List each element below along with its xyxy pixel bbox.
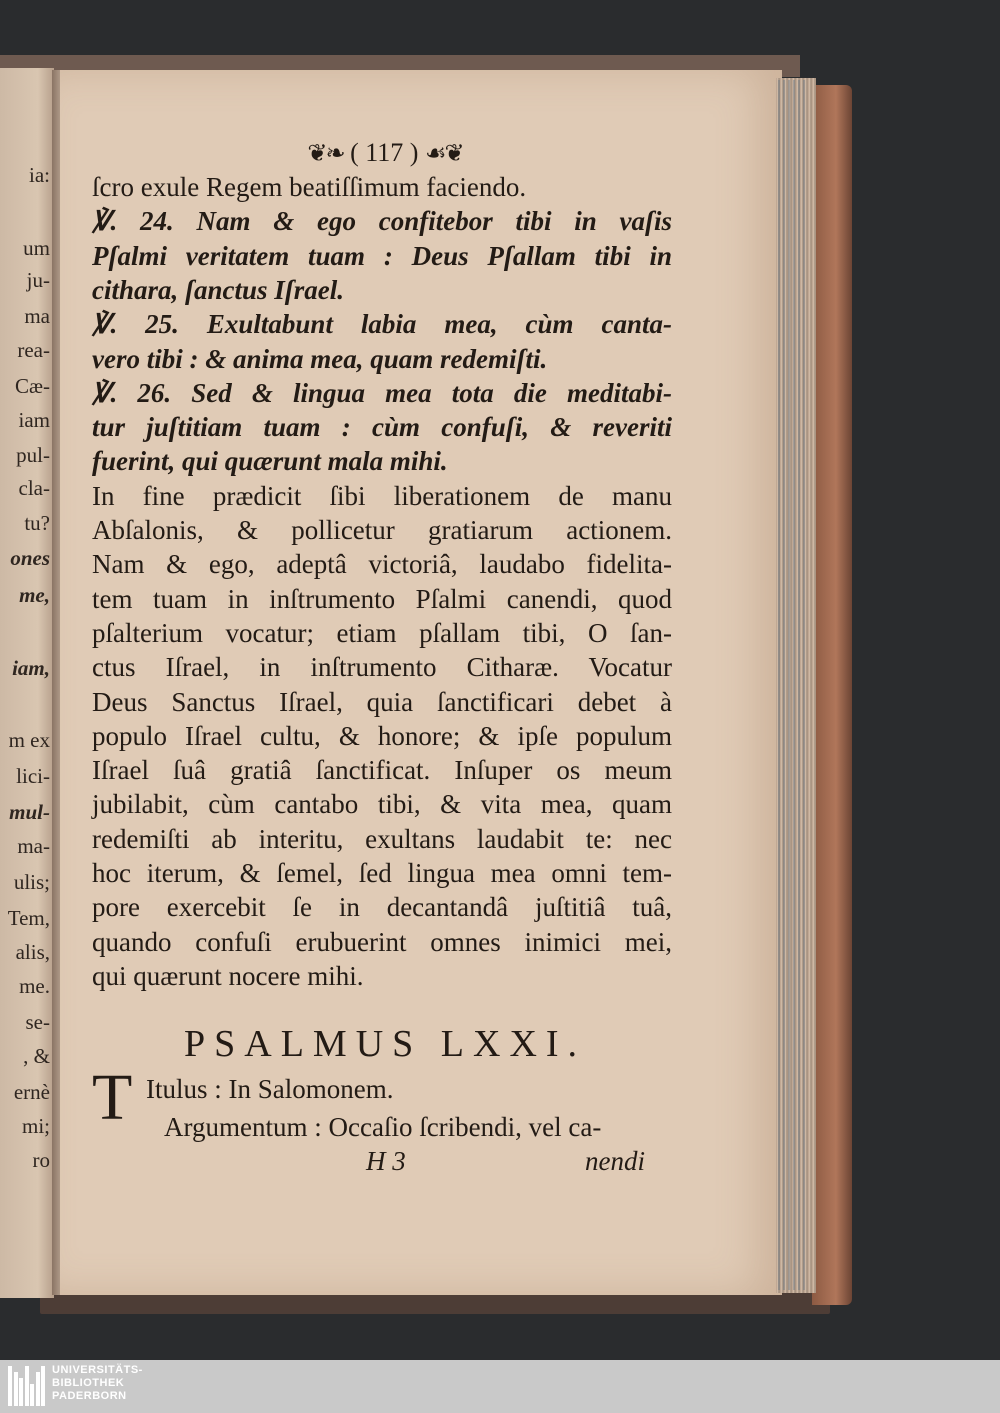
library-logo-icon bbox=[8, 1366, 46, 1406]
page-edges-tint bbox=[778, 80, 808, 1290]
logo-line-3: PADERBORN bbox=[52, 1390, 127, 1402]
text-line: quando confuſi erubuerint omnes inimici mei, bbox=[92, 926, 672, 957]
left-page-fragment: um bbox=[23, 236, 50, 260]
text-line: vero tibi : & anima mea, quam redemiſti. bbox=[92, 343, 548, 374]
left-page-fragment: me. bbox=[19, 974, 50, 998]
left-page-fragment: mi; bbox=[21, 1114, 50, 1138]
left-page-fragment: ro bbox=[32, 1148, 50, 1172]
drop-cap: T bbox=[92, 1061, 133, 1134]
left-page-fragment: se- bbox=[25, 1010, 50, 1034]
book-board bbox=[812, 85, 852, 1305]
ornament-right-icon: ☙❦ bbox=[424, 141, 463, 167]
logo-bar bbox=[14, 1372, 18, 1406]
text-line: Deus Sanctus Iſrael, quia ſanctificari debet à bbox=[92, 686, 672, 717]
left-page-fragment: alis, bbox=[15, 940, 50, 964]
text-line: ℣. 25. Exultabunt labia mea, cùm canta- bbox=[92, 309, 672, 340]
text-line: Pſalmi veritatem tuam : Deus Pſallam tibi in bbox=[92, 240, 672, 271]
logo-bar bbox=[30, 1384, 34, 1406]
text-line: qui quærunt nocere mihi. bbox=[92, 960, 364, 991]
left-page-fragment: ernè bbox=[13, 1080, 50, 1104]
text-line: ſcro exule Regem beatiſſimum faciendo. bbox=[92, 172, 527, 202]
logo-line-1: UNIVERSITÄTS- bbox=[52, 1364, 143, 1376]
text-line: Iſrael ſuâ gratiâ ſanctificat. Inſuper os meum bbox=[92, 755, 672, 786]
left-page-fragment: rea- bbox=[17, 338, 50, 362]
text-line: ℣. 26. Sed & lingua mea tota die meditabi- bbox=[92, 377, 672, 408]
text-line: fuerint, qui quærunt mala mihi. bbox=[92, 446, 448, 477]
logo-bar bbox=[8, 1366, 12, 1406]
text-line: redemiſti ab interitu, exultans laudabit te: nec bbox=[92, 823, 672, 854]
library-logo-text bbox=[52, 1364, 143, 1403]
left-page bbox=[0, 68, 54, 1298]
text-line: ℣. 24. Nam & ego confitebor tibi in vaſis bbox=[92, 206, 672, 237]
text-line: jubilabit, cùm cantabo tibi, & vita mea, quam bbox=[92, 789, 672, 820]
page-header bbox=[270, 138, 500, 168]
logo-bar bbox=[19, 1378, 23, 1406]
logo-bar bbox=[25, 1366, 29, 1406]
logo-bar bbox=[41, 1366, 45, 1406]
left-page-fragment: ma- bbox=[17, 834, 50, 858]
left-page-fragment: , & bbox=[23, 1044, 50, 1068]
library-footer bbox=[0, 1360, 1000, 1413]
page-number: ( 117 ) bbox=[350, 138, 419, 167]
psalm-title: PSALMUS LXXI. bbox=[184, 1023, 587, 1065]
catchword: nendi bbox=[585, 1146, 645, 1176]
left-page-fragment: tu? bbox=[24, 511, 50, 535]
text-line: cithara, ſanctus Iſrael. bbox=[92, 274, 345, 305]
left-page-fragment: m ex bbox=[8, 728, 50, 752]
left-page-fragment: cla- bbox=[18, 476, 50, 500]
text-line: In fine prædicit ſibi liberationem de manu bbox=[92, 480, 672, 511]
text-line: pore exercebit ſe in decantandâ juſtitiâ tuâ, bbox=[92, 892, 672, 923]
left-page-fragment: pul- bbox=[16, 443, 50, 467]
left-page-fragment: lici- bbox=[16, 764, 50, 788]
text-line: hoc iterum, & ſemel, ſed lingua mea omni tem- bbox=[92, 858, 672, 888]
left-page-fragment: ju- bbox=[26, 268, 50, 292]
left-page-fragment: ulis; bbox=[13, 870, 50, 894]
text-line: tem tuam in inſtrumento Pſalmi canendi, quod bbox=[92, 583, 672, 614]
left-page-fragment: ones bbox=[10, 546, 50, 570]
left-page-fragment: Cæ- bbox=[14, 374, 50, 398]
argumentum-line: Argumentum : Occaſio ſcribendi, vel ca- bbox=[164, 1112, 602, 1142]
left-page-fragment: mul- bbox=[9, 800, 50, 824]
left-page-fragment: ia: bbox=[29, 163, 50, 187]
logo-line-2: BIBLIOTHEK bbox=[52, 1377, 125, 1389]
left-page-fragment: Tem, bbox=[7, 906, 50, 930]
left-page-fragment: ma bbox=[24, 304, 50, 328]
left-page-fragment: iam, bbox=[12, 656, 50, 680]
text-line: ctus Iſrael, in inſtrumento Citharæ. Vocatur bbox=[92, 652, 672, 683]
text-line: populo Iſrael cultu, & honore; & ipſe populum bbox=[92, 720, 672, 751]
text-line: tur juſtitiam tuam : cùm confuſi, & reveriti bbox=[92, 412, 672, 443]
text-line: pſalterium vocatur; etiam pſallam tibi, O ſan- bbox=[92, 617, 672, 648]
logo-bar bbox=[36, 1372, 40, 1406]
signature-mark: H 3 bbox=[366, 1146, 406, 1176]
ornament-left-icon: ❦❧ bbox=[307, 141, 344, 167]
left-page-fragment: me, bbox=[19, 583, 50, 607]
left-page-fragment: iam bbox=[18, 408, 50, 432]
text-line: Abſalonis, & pollicetur gratiarum actionem. bbox=[92, 515, 672, 545]
text-line: Nam & ego, adeptâ victoriâ, laudabo fidelita- bbox=[92, 549, 672, 580]
titulus-line: Itulus : In Salomonem. bbox=[146, 1074, 394, 1104]
